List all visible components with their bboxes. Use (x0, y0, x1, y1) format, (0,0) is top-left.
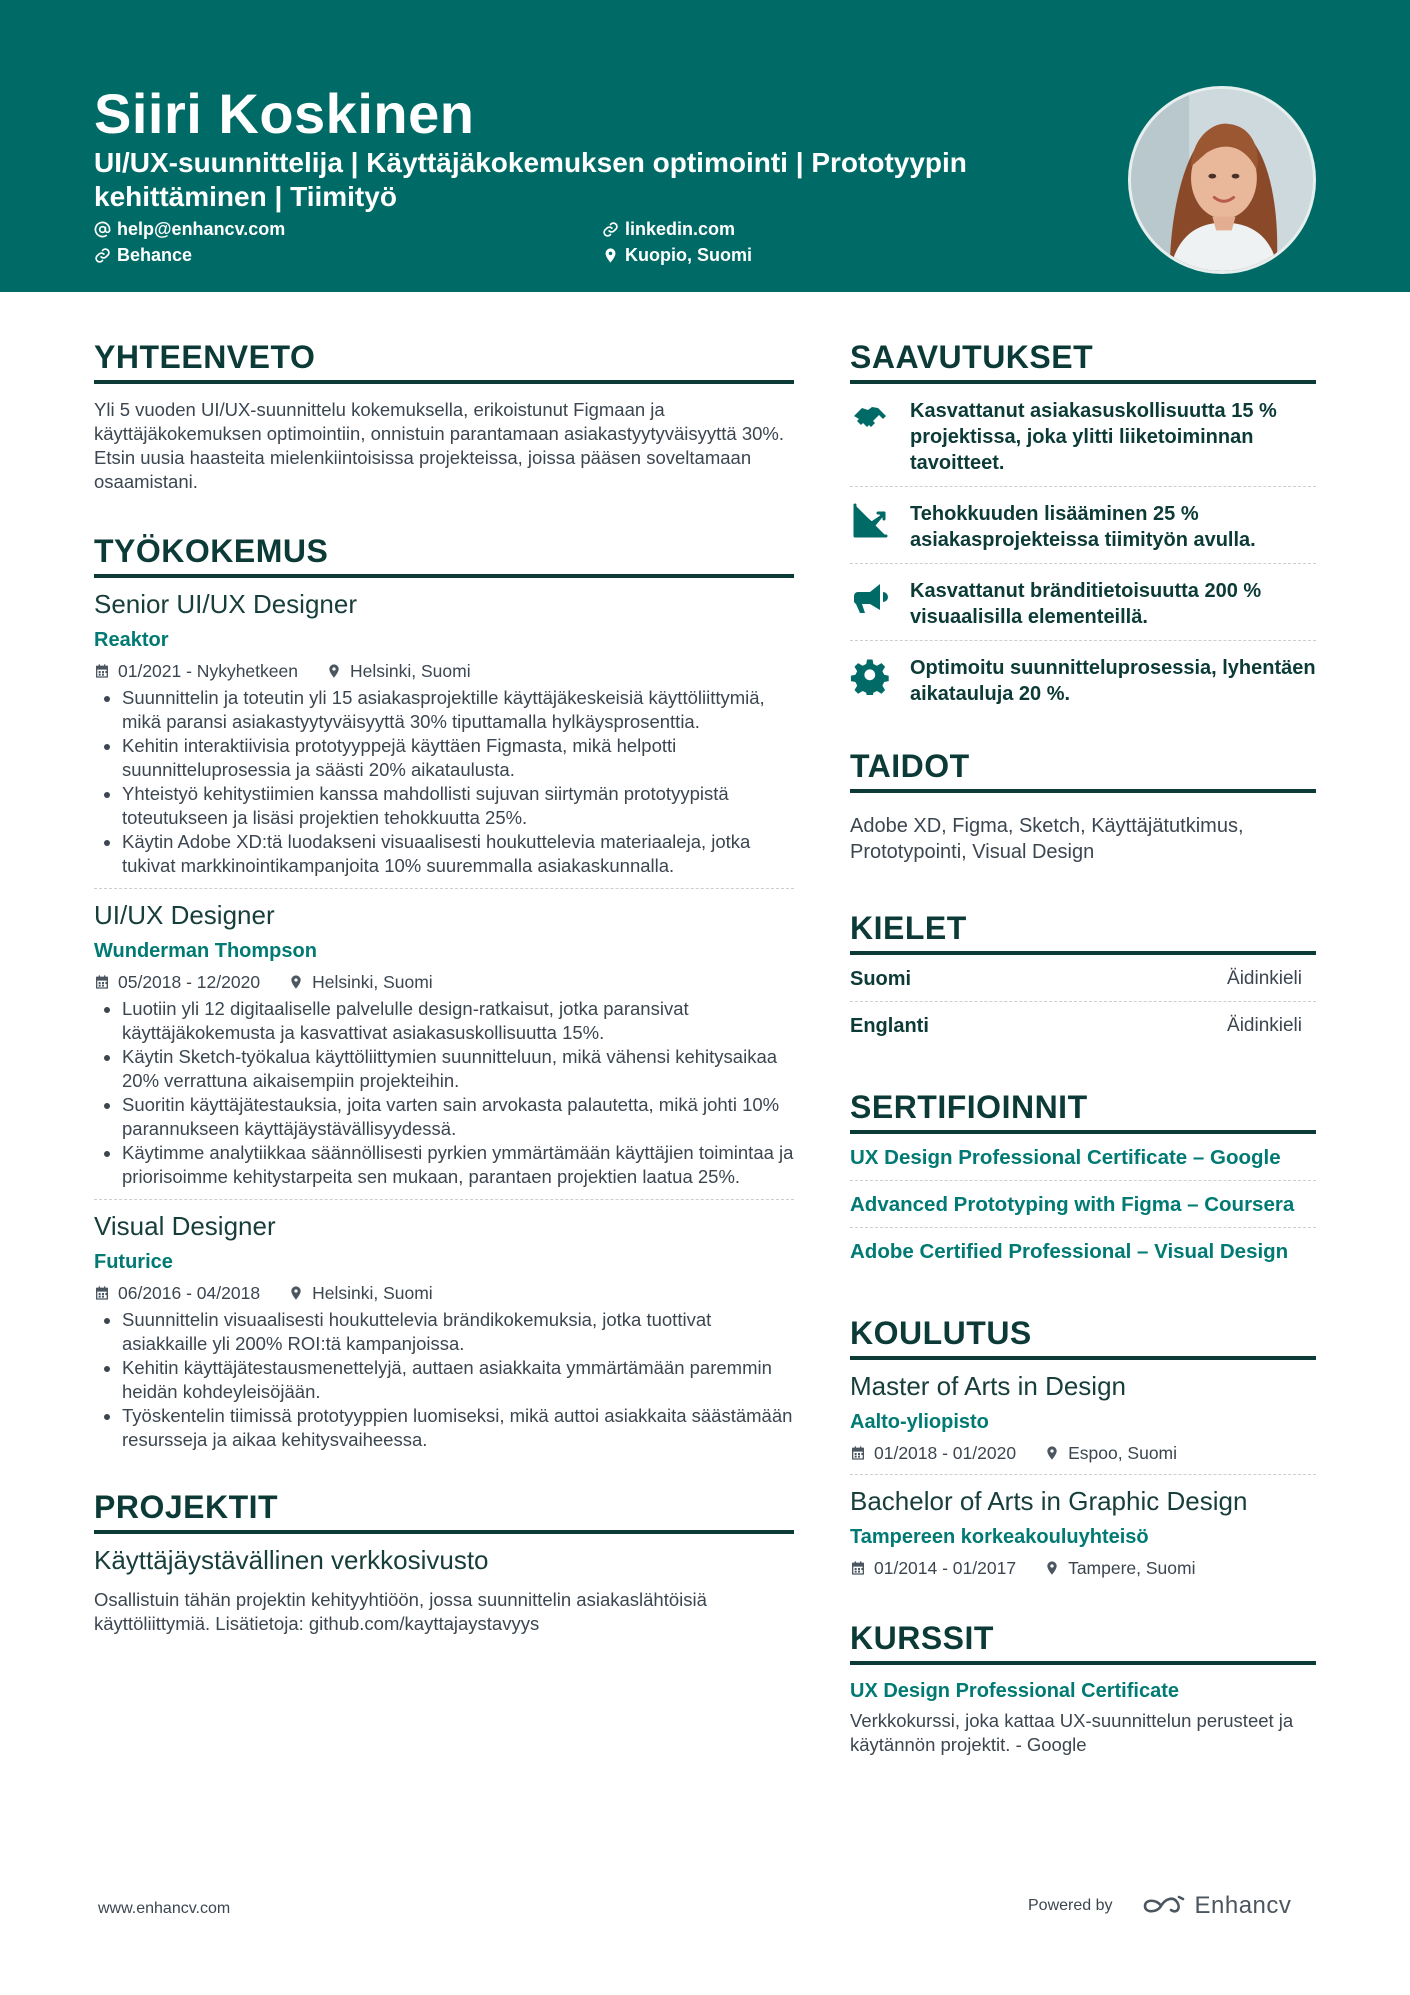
powered-by-label: Powered by (1028, 1897, 1113, 1914)
divider (94, 1199, 794, 1200)
languages-section (850, 909, 1316, 1048)
calendar-icon (850, 1445, 866, 1461)
experience-section (94, 532, 794, 1452)
footer-website[interactable]: www.enhancv.com (98, 1900, 231, 1917)
profile-photo (1131, 89, 1313, 271)
job-meta (94, 660, 794, 682)
job-bullet: • Kehitin interaktiivisia prototyyppejä käyttäen Figmasta, mikä helpotti suunnitteluprosessia ja säästi 20% aikataulusta. (122, 734, 794, 782)
section-title-education: KOULUTUS (850, 1314, 1316, 1360)
certifications-section (850, 1088, 1316, 1274)
education-location: Espoo, Suomi (1068, 1443, 1178, 1463)
job-location: Helsinki, Suomi (312, 1283, 433, 1303)
job-bullet: • Luotiin yli 12 digitaaliselle palvelulle design-ratkaisut, jotka paransivat käyttäjäkokemusta ja kasvattivat asiakasuskollisuutta 15%. (122, 997, 794, 1045)
course-text: Verkkokurssi, joka kattaa UX-suunnittelun perusteet ja käytännön projektit. - Google (850, 1710, 1294, 1755)
location-icon (288, 974, 304, 990)
header (0, 0, 1410, 292)
summary-text: Yli 5 vuoden UI/UX-suunnittelu kokemuksella, erikoistunut Figmaan ja käyttäjäkokemuksen optimointiin, onnistuin parantamaan asiakastyytyväisyyttä 30%. Etsin uusia haasteita mielenkiintoisissa projekteissa, joissa pääsen soveltamaan osaamistani. (94, 399, 784, 492)
location-icon (288, 1285, 304, 1301)
job-role: Visual Designer (94, 1211, 276, 1241)
course-name: UX Design Professional Certificate (850, 1680, 1179, 1702)
brand-name: Enhancv (1194, 1892, 1292, 1919)
achievement-item (850, 487, 1316, 564)
language-level: Äidinkieli (1227, 1015, 1302, 1036)
divider (850, 1474, 1316, 1475)
calendar-icon (850, 1560, 866, 1576)
language-name: Suomi (850, 968, 912, 990)
section-title-skills: TAIDOT (850, 747, 1316, 793)
job-location: Helsinki, Suomi (349, 661, 471, 681)
certification-item: Adobe Certified Professional – Visual Design (850, 1240, 1289, 1263)
job-bullet: • Työskentelin tiimissä prototyyppien luomiseksi, mikä auttoi asiakkaita säästämään resursseja ja aikaa kehitysvaiheessa. (122, 1404, 794, 1452)
job-meta (94, 1282, 794, 1304)
education-entry (850, 1485, 1316, 1579)
contact-location-text: Kuopio, Suomi (625, 244, 752, 265)
handshake-icon (850, 398, 890, 438)
section-title-achievements: SAAVUTUKSET (850, 338, 1316, 384)
megaphone-icon (850, 578, 890, 618)
contact-email[interactable] (94, 218, 602, 240)
job-bullets (94, 1308, 794, 1452)
job-location: Helsinki, Suomi (312, 972, 433, 992)
project-name: Käyttäjäystävällinen verkkosivusto (94, 1545, 489, 1575)
job-bullets (94, 997, 794, 1189)
job-entry (94, 899, 794, 1200)
certification-item: Advanced Prototyping with Figma – Coursera (850, 1181, 1316, 1228)
job-company: Reaktor (94, 629, 169, 651)
job-bullet: • Käytimme analytiikkaa säännöllisesti pyrkien ymmärtämään käyttäjien toimintaa ja priorisoimme kehitystarpeita sen mukaan, parantaen projektien laatua 25%. (122, 1141, 794, 1189)
achievement-item (850, 564, 1316, 641)
footer-branding (1028, 1892, 1291, 1920)
education-section (850, 1314, 1316, 1579)
link-icon (94, 247, 111, 264)
language-row (850, 1002, 1316, 1048)
job-dates: 05/2018 - 12/2020 (118, 972, 261, 992)
trend-up-icon (850, 501, 890, 541)
job-meta (94, 971, 794, 993)
job-bullet: • Yhteistyö kehitystiimien kanssa mahdollisti sujuvan siirtymän prototyypistä toteutukseen ja lisäsi projektien tehokkuutta 25%. (122, 782, 794, 830)
education-meta (850, 1442, 1316, 1464)
project-text: Osallistuin tähän projektin kehityyhtiöön, jossa suunnittelin asiakaslähtöisiä käyttöliittymiä. Lisätietoja: github.com/kayttajaystavyys (94, 1589, 707, 1634)
summary-section (94, 338, 794, 494)
job-dates: 06/2016 - 04/2018 (118, 1283, 261, 1303)
link-icon (602, 221, 619, 238)
education-degree: Bachelor of Arts in Graphic Design (850, 1486, 1248, 1516)
achievement-item (850, 641, 1316, 717)
achievement-text: Tehokkuuden lisääminen 25 % asiakasprojekteissa tiimityön avulla. (910, 503, 1256, 551)
courses-section (850, 1619, 1316, 1757)
job-bullet: • Suoritin käyttäjätestauksia, joita varten sain arvokasta palautetta, mikä johti 10% parannukseen käyttäjäystävällisyydessä. (122, 1093, 794, 1141)
education-degree: Master of Arts in Design (850, 1371, 1126, 1401)
achievement-item (850, 384, 1316, 487)
location-icon (1044, 1445, 1060, 1461)
job-company: Futurice (94, 1251, 173, 1273)
job-bullet: • Suunnittelin ja toteutin yli 15 asiakasprojektille käyttäjäkeskeisiä käyttöliittymiä, mikä paransi asiakastyytyväisyyttä 30% tiputtamalla hylkäysprosenttia. (122, 686, 794, 734)
contact-linkedin-text: linkedin.com (625, 218, 736, 239)
left-column (94, 338, 794, 1636)
job-role: UI/UX Designer (94, 900, 275, 930)
candidate-name: Siiri Koskinen (94, 82, 475, 145)
education-dates: 01/2014 - 01/2017 (874, 1558, 1017, 1578)
education-school: Tampereen korkeakouluyhteisö (850, 1526, 1149, 1548)
location-icon (602, 247, 619, 264)
section-title-languages: KIELET (850, 909, 1316, 955)
contact-behance-text: Behance (117, 244, 193, 265)
job-dates: 01/2021 - Nykyhetkeen (118, 661, 298, 681)
job-role: Senior UI/UX Designer (94, 589, 357, 619)
education-school: Aalto-yliopisto (850, 1411, 989, 1433)
certification-item: UX Design Professional Certificate – Google (850, 1134, 1316, 1181)
section-title-summary: YHTEENVETO (94, 338, 794, 384)
achievement-text: Kasvattanut bränditietoisuutta 200 % visuaalisilla elementeillä. (910, 580, 1262, 628)
language-level: Äidinkieli (1227, 968, 1302, 989)
contact-location (602, 244, 874, 266)
section-title-certifications: SERTIFIOINNIT (850, 1088, 1316, 1134)
education-meta (850, 1557, 1316, 1579)
contact-email-text: help@enhancv.com (117, 218, 286, 239)
education-location: Tampere, Suomi (1068, 1558, 1196, 1578)
language-name: Englanti (850, 1015, 929, 1037)
job-bullet: • Kehitin käyttäjätestausmenettelyjä, auttaen asiakkaita ymmärtämään paremmin heidän kohdeyleisöjään. (122, 1356, 794, 1404)
contact-linkedin[interactable] (602, 218, 874, 240)
divider (94, 888, 794, 889)
contact-behance[interactable] (94, 244, 602, 266)
gear-icon (850, 655, 890, 695)
location-icon (1044, 1560, 1060, 1576)
job-entry (94, 1210, 794, 1452)
right-column (850, 338, 1316, 1757)
language-row (850, 955, 1316, 1002)
enhancv-logo-icon (1139, 1893, 1187, 1919)
skills-text: Adobe XD, Figma, Sketch, Käyttäjätutkimus, Prototypointi, Visual Design (850, 815, 1244, 863)
headline: UI/UX-suunnittelija | Käyttäjäkokemuksen optimointi | Prototyypin kehittäminen | Tiimityö (94, 147, 967, 212)
job-company: Wunderman Thompson (94, 940, 317, 962)
calendar-icon (94, 974, 110, 990)
location-icon (326, 663, 342, 679)
at-icon (94, 221, 111, 238)
projects-section (94, 1488, 794, 1636)
section-title-projects: PROJEKTIT (94, 1488, 794, 1534)
achievement-text: Kasvattanut asiakasuskollisuutta 15 % projektissa, joka ylitti liiketoiminnan tavoitteet. (910, 400, 1277, 474)
job-bullets (94, 686, 794, 878)
job-entry (94, 588, 794, 889)
job-bullet: • Käytin Adobe XD:tä luodakseni visuaalisesti houkuttelevia materiaaleja, jotka tukivat markkinointikampanjoita 10% suuremmalla asiakaskunnalla. (122, 830, 794, 878)
education-entry (850, 1370, 1316, 1475)
achievement-text: Optimoitu suunnitteluprosessia, lyhentäen aikatauluja 20 %. (910, 657, 1316, 705)
contact-list (94, 218, 874, 266)
brand-logo[interactable] (1139, 1892, 1292, 1920)
education-dates: 01/2018 - 01/2020 (874, 1443, 1017, 1463)
section-title-courses: KURSSIT (850, 1619, 1316, 1665)
job-bullet: • Suunnittelin visuaalisesti houkuttelevia brändikokemuksia, jotka tuottivat asiakkaille yli 200% ROI:tä kampanjoissa. (122, 1308, 794, 1356)
job-bullet: • Käytin Sketch-työkalua käyttöliittymien suunnitteluun, mikä vähensi kehitysaikaa 20% verrattuna aikaisempiin projekteihin. (122, 1045, 794, 1093)
calendar-icon (94, 663, 110, 679)
calendar-icon (94, 1285, 110, 1301)
achievements-section (850, 338, 1316, 717)
section-title-experience: TYÖKOKEMUS (94, 532, 794, 578)
avatar (1128, 86, 1316, 274)
skills-section (850, 747, 1316, 865)
